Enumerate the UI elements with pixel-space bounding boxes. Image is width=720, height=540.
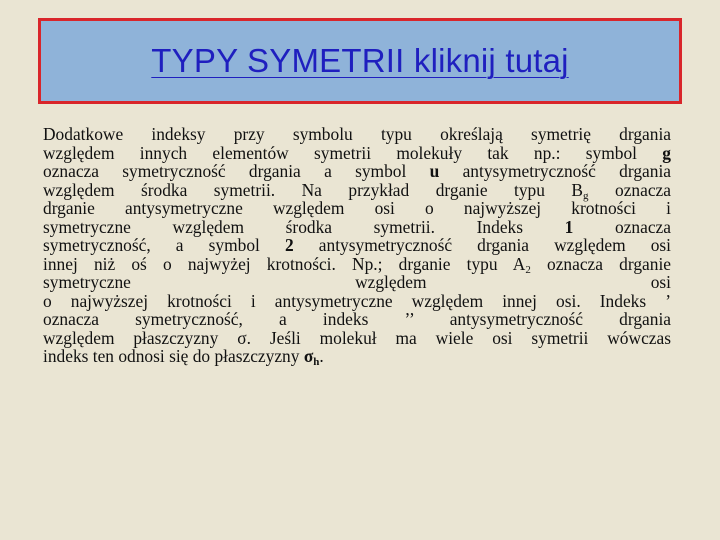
sigma-h-symbol: σ (303, 346, 314, 366)
text-segment: symetryczność, a symbol (43, 235, 285, 255)
text-segment: oznacza drganie (530, 253, 672, 274)
symmetry-types-link[interactable]: TYPY SYMETRII kliknij tutaj (151, 42, 569, 79)
text-line (43, 218, 671, 237)
text-line (43, 236, 671, 255)
text-line (43, 292, 671, 311)
index-1: 1 (564, 216, 574, 237)
text-line (43, 162, 671, 181)
text-segment: innej niż oś o najwyżej krotności. Np.; drganie typu A (43, 253, 526, 274)
text-segment: o najwyższej krotności i antysymetryczne względem innej osi. Indeks ’ (43, 290, 671, 311)
text-segment: osi (650, 272, 671, 292)
text-line (43, 347, 671, 366)
index-2: 2 (284, 235, 294, 255)
subscript-g: g (583, 189, 589, 202)
text-segment: antysymetryczność drgania względem osi (293, 235, 671, 255)
text-segment: względem środka symetrii. Na przykład drganie typu B (43, 179, 584, 200)
text-line (43, 310, 671, 329)
text-segment: oznacza symetryczność, a indeks ’’ antysymetryczność drgania (43, 309, 671, 329)
symbol-u: u (429, 161, 440, 181)
text-segment: oznacza (573, 216, 671, 237)
text-segment: symetryczne (43, 272, 131, 292)
text-segment: oznacza symetryczność drgania a symbol (43, 161, 430, 181)
body-paragraph (43, 125, 671, 366)
text-segment: antysymetryczność drgania (439, 161, 672, 181)
text-line (43, 329, 671, 348)
symbol-g: g (662, 142, 671, 163)
text-segment: . (319, 346, 324, 366)
text-segment: oznacza (588, 179, 671, 200)
text-segment: Dodatkowe indeksy przy symbolu typu określają symetrię drgania (43, 124, 671, 144)
text-line (43, 181, 671, 200)
text-line (43, 125, 671, 144)
text-segment: względem (355, 272, 427, 292)
text-line (43, 255, 671, 274)
sigma-symbol: σ (237, 327, 247, 348)
text-segment: . Jeśli molekuł ma wiele osi symetrii wówczas (246, 327, 671, 348)
text-line (43, 199, 671, 218)
text-segment: drganie antysymetryczne względem osi o najwyższej krotności i (43, 198, 671, 218)
subscript-2: 2 (525, 263, 531, 276)
text-segment: względem innych elementów symetrii molekuły tak np.: symbol (43, 142, 663, 163)
subscript-h: h (313, 356, 320, 368)
title-box (38, 18, 682, 104)
text-line (43, 273, 671, 292)
text-segment: względem płaszczyzny (43, 327, 238, 348)
text-segment: symetryczne względem środka symetrii. Indeks (43, 216, 565, 237)
text-line (43, 144, 671, 163)
text-segment: indeks ten odnosi się do płaszczyzny (43, 346, 304, 366)
